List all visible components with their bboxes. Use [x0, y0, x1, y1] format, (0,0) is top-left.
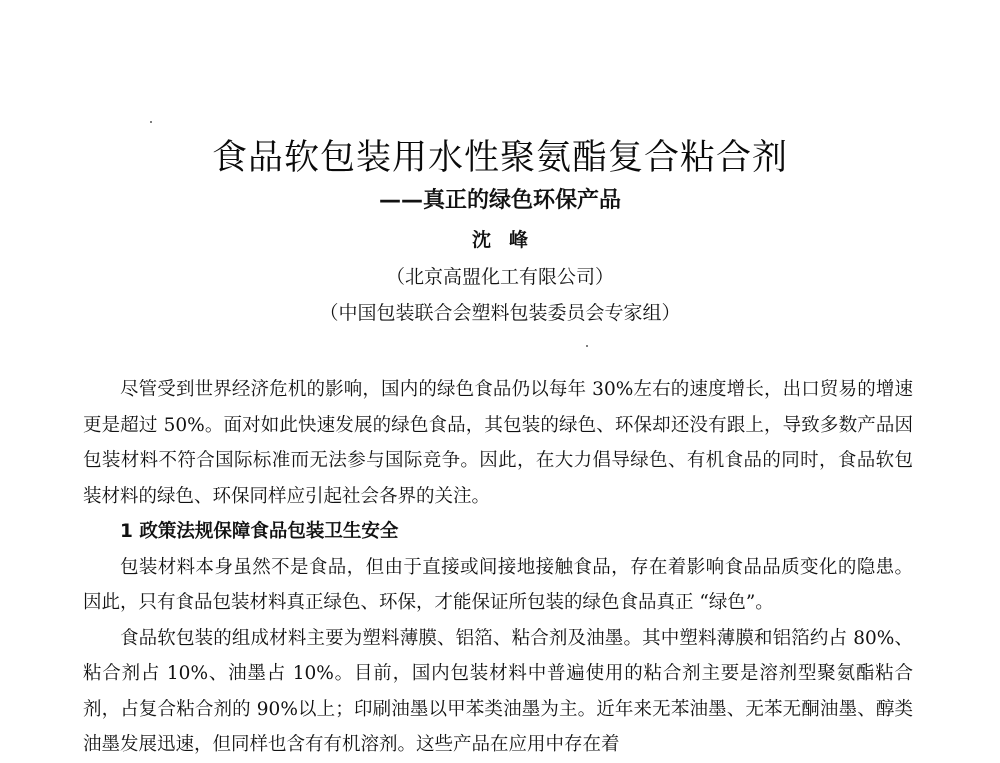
author-name: 沈峰 [471, 229, 546, 251]
scan-speck [586, 345, 588, 347]
author-affiliation: （中国包装联合会塑料包装委员会专家组） [319, 302, 681, 324]
body-paragraph: 食品软包装的组成材料主要为塑料薄膜、铝箔、粘合剂及油墨。其中塑料薄膜和铝箔约占 80%、粘合剂占 10%、油墨占 10%。目前，国内包装材料中普遍使用的粘合剂主要是溶剂型聚氨酯粘合剂，占复合粘合剂的 90%以上；印刷油墨以甲苯类油墨为主。近年来无苯油墨、无苯无酮油墨、醇类油墨发展迅速，但同样也含有有机溶剂。这些产品在应用中存在着 [83, 627, 913, 755]
author-affiliation: （北京高盟化工有限公司） [385, 266, 614, 288]
section-heading: 1 政策法规保障食品包装卫生安全 [120, 521, 399, 542]
scan-speck [150, 121, 152, 123]
article-body [83, 372, 913, 763]
body-paragraph: 包装材料本身虽然不是食品，但由于直接或间接地接触食品，存在着影响食品品质变化的隐患。因此，只有食品包装材料真正绿色、环保，才能保证所包装的绿色食品真正 “绿色”。 [83, 556, 913, 613]
article-subtitle: ——真正的绿色环保产品 [378, 188, 621, 213]
article-title: 食品软包装用水性聚氨酯复合粘合剂 [211, 138, 788, 178]
body-paragraph: 尽管受到世界经济危机的影响，国内的绿色食品仍以每年 30%左右的速度增长，出口贸易的增速更是超过 50%。面对如此快速发展的绿色食品，其包装的绿色、环保却还没有跟上，导致多数产品因包装材料不符合国际标准而无法参与国际竞争。因此，在大力倡导绿色、有机食品的同时，食品软包装材料的绿色、环保同样应引起社会各界的关注。 [83, 379, 913, 507]
